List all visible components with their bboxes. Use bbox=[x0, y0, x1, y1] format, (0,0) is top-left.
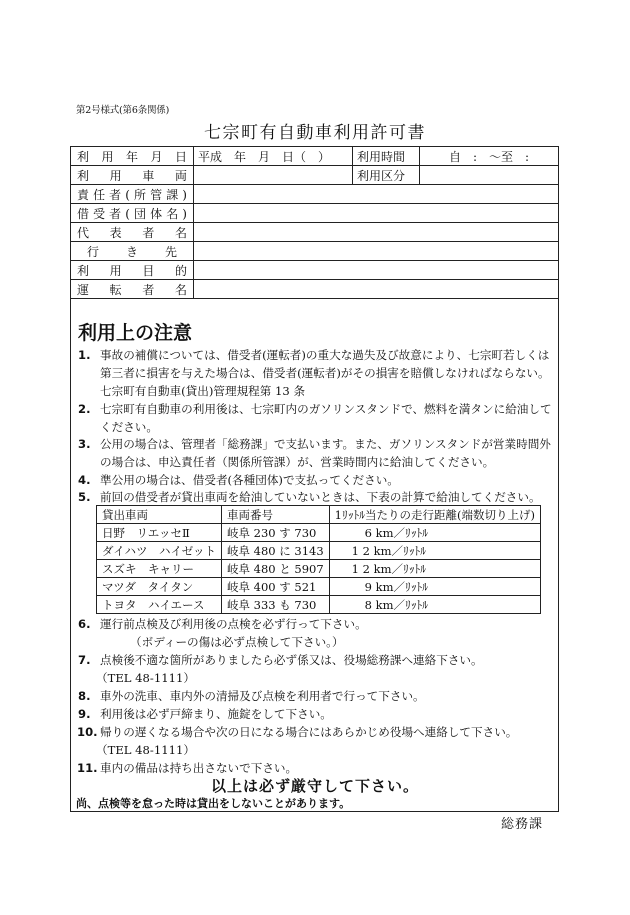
column-header: 1ﾘｯﾄﾙ当たりの走行距離(端数切り上げ) bbox=[329, 506, 540, 524]
note-text: 車外の洗車、車内外の清掃及び点検を利用者で行って下さい。 bbox=[100, 689, 425, 703]
note-text: 七宗町有自動車の利用後は、七宗町内のガソリンスタンドで、燃料を満タンに給油してください。 bbox=[100, 402, 552, 434]
use-date-value: 平成 年 月 日（ ） bbox=[194, 147, 353, 166]
purpose-value bbox=[194, 261, 559, 280]
responsible-value bbox=[194, 185, 559, 204]
use-date-label: 利 用 年 月 日 bbox=[71, 147, 194, 166]
note-number: 2. bbox=[78, 402, 91, 416]
borrower-value bbox=[194, 204, 559, 223]
vehicle-name: マツダ タイタン bbox=[97, 578, 222, 596]
note-number: 4. bbox=[78, 473, 91, 487]
notice-heading: 利用上の注意 bbox=[78, 322, 193, 344]
vehicle-name: ダイハツ ハイゼット bbox=[97, 542, 222, 560]
responsible-label: 責任者(所管課) bbox=[71, 185, 194, 204]
vehicle-label: 利 用 車 両 bbox=[71, 166, 194, 185]
vehicle-plate: 岐阜 333 も 730 bbox=[221, 596, 329, 614]
table-row bbox=[97, 578, 541, 596]
form-number: 第2号様式(第6条関係) bbox=[76, 105, 170, 116]
department-name: 総務課 bbox=[501, 817, 544, 832]
fuel-efficiency: 8 km／ﾘｯﾄﾙ bbox=[329, 596, 540, 614]
fuel-efficiency: 1 2 km／ﾘｯﾄﾙ bbox=[329, 560, 540, 578]
fuel-efficiency: 6 km／ﾘｯﾄﾙ bbox=[329, 524, 540, 542]
column-header: 車両番号 bbox=[221, 506, 329, 524]
note-text: 利用後は必ず戸締まり、施錠をして下さい。 bbox=[100, 707, 332, 721]
driver-label: 運 転 者 名 bbox=[71, 280, 194, 299]
table-row bbox=[71, 242, 559, 261]
footnote: 尚、点検等を怠った時は貸出をしないことがあります。 bbox=[76, 797, 351, 810]
use-time-value: 自 : ～至 : bbox=[420, 147, 559, 166]
note-text: 運行前点検及び利用後の点検を必ず行って下さい。 bbox=[100, 617, 367, 631]
closing-statement: 以上は必ず厳守して下さい。 bbox=[210, 777, 419, 795]
page-title: 七宗町有自動車利用許可書 bbox=[204, 123, 426, 143]
list-item bbox=[78, 400, 556, 436]
list-item bbox=[78, 723, 556, 741]
list-item bbox=[78, 651, 556, 669]
usage-info-table bbox=[70, 146, 559, 299]
vehicle-plate: 岐阜 480 に 3143 bbox=[221, 542, 329, 560]
note-number: 9. bbox=[78, 707, 91, 721]
note-number: 8. bbox=[78, 689, 91, 703]
note-number: 11. bbox=[77, 761, 98, 775]
list-item bbox=[78, 488, 556, 506]
note-number: 3. bbox=[78, 437, 91, 451]
tel-note: （TEL 48-1111） bbox=[96, 671, 195, 685]
table-row bbox=[97, 542, 541, 560]
vehicle-plate: 岐阜 230 す 730 bbox=[221, 524, 329, 542]
use-time-label: 利用時間 bbox=[353, 147, 420, 166]
vehicle-name: スズキ キャリー bbox=[97, 560, 222, 578]
vehicle-plate: 岐阜 400 す 521 bbox=[221, 578, 329, 596]
vehicle-name: トヨタ ハイエース bbox=[97, 596, 222, 614]
table-row bbox=[97, 596, 541, 614]
list-item bbox=[78, 705, 556, 723]
tel-note: （TEL 48-1111） bbox=[96, 743, 195, 757]
column-header: 貸出車両 bbox=[97, 506, 222, 524]
purpose-label: 利 用 目 的 bbox=[71, 261, 194, 280]
list-item bbox=[78, 346, 556, 400]
category-value bbox=[420, 166, 559, 185]
vehicle-plate: 岐阜 480 と 5907 bbox=[221, 560, 329, 578]
note-text: 帰りの遅くなる場合や次の日になる場合にはあらかじめ役場へ連絡して下さい。 bbox=[100, 725, 518, 739]
table-row bbox=[71, 261, 559, 280]
representative-label: 代 表 者 名 bbox=[71, 223, 194, 242]
list-item bbox=[78, 687, 556, 705]
destination-value bbox=[194, 242, 559, 261]
note-sub-text: （ボディーの傷は必ず点検して下さい。） bbox=[130, 635, 344, 649]
table-row bbox=[97, 560, 541, 578]
note-text: 車内の備品は持ち出さないで下さい。 bbox=[100, 761, 298, 775]
table-row bbox=[71, 204, 559, 223]
note-text: 点検後不適な箇所がありましたら必ず係又は、役場総務課へ連絡下さい。 bbox=[100, 653, 483, 667]
note-text: 公用の場合は、管理者「総務課」で支払います。また、ガソリンスタンドが営業時間外の場合は、申込責任者（関係所管課）が、営業時間内に給油してください。 bbox=[100, 437, 551, 469]
note-text: 前回の借受者が貸出車両を給油していないときは、下表の計算で給油してください。 bbox=[100, 490, 541, 504]
note-number: 6. bbox=[78, 617, 91, 631]
note-text: 事故の補償については、借受者(運転者)の重大な過失及び故意により、七宗町若しくは第三者に損害を与えた場合は、借受者(運転者)がその損害を賠償しなければならない。七宗町有自動車(貸出)管理規程第 13 条 bbox=[100, 348, 550, 398]
destination-label: 行 き 先 bbox=[71, 242, 194, 261]
fuel-table bbox=[96, 505, 541, 614]
table-header-row bbox=[97, 506, 541, 524]
borrower-label: 借受者(団体名) bbox=[71, 204, 194, 223]
fuel-efficiency: 1 2 km／ﾘｯﾄﾙ bbox=[329, 542, 540, 560]
note-number: 1. bbox=[78, 348, 91, 362]
table-row bbox=[71, 185, 559, 204]
table-row bbox=[97, 524, 541, 542]
table-row bbox=[71, 280, 559, 299]
fuel-efficiency: 9 km／ﾘｯﾄﾙ bbox=[329, 578, 540, 596]
table-row bbox=[71, 166, 559, 185]
representative-value bbox=[194, 223, 559, 242]
category-label: 利用区分 bbox=[353, 166, 420, 185]
table-row bbox=[71, 223, 559, 242]
list-item bbox=[78, 471, 556, 489]
note-number: 10. bbox=[77, 725, 98, 739]
note-number: 5. bbox=[78, 490, 91, 504]
note-number: 7. bbox=[78, 653, 91, 667]
vehicle-value bbox=[194, 166, 353, 185]
vehicle-name: 日野 リエッセⅡ bbox=[97, 524, 222, 542]
table-row bbox=[71, 147, 559, 166]
list-item bbox=[78, 615, 556, 633]
note-text: 準公用の場合は、借受者(各種団体)で支払ってください。 bbox=[100, 473, 399, 487]
list-item bbox=[78, 435, 556, 471]
driver-value bbox=[194, 280, 559, 299]
